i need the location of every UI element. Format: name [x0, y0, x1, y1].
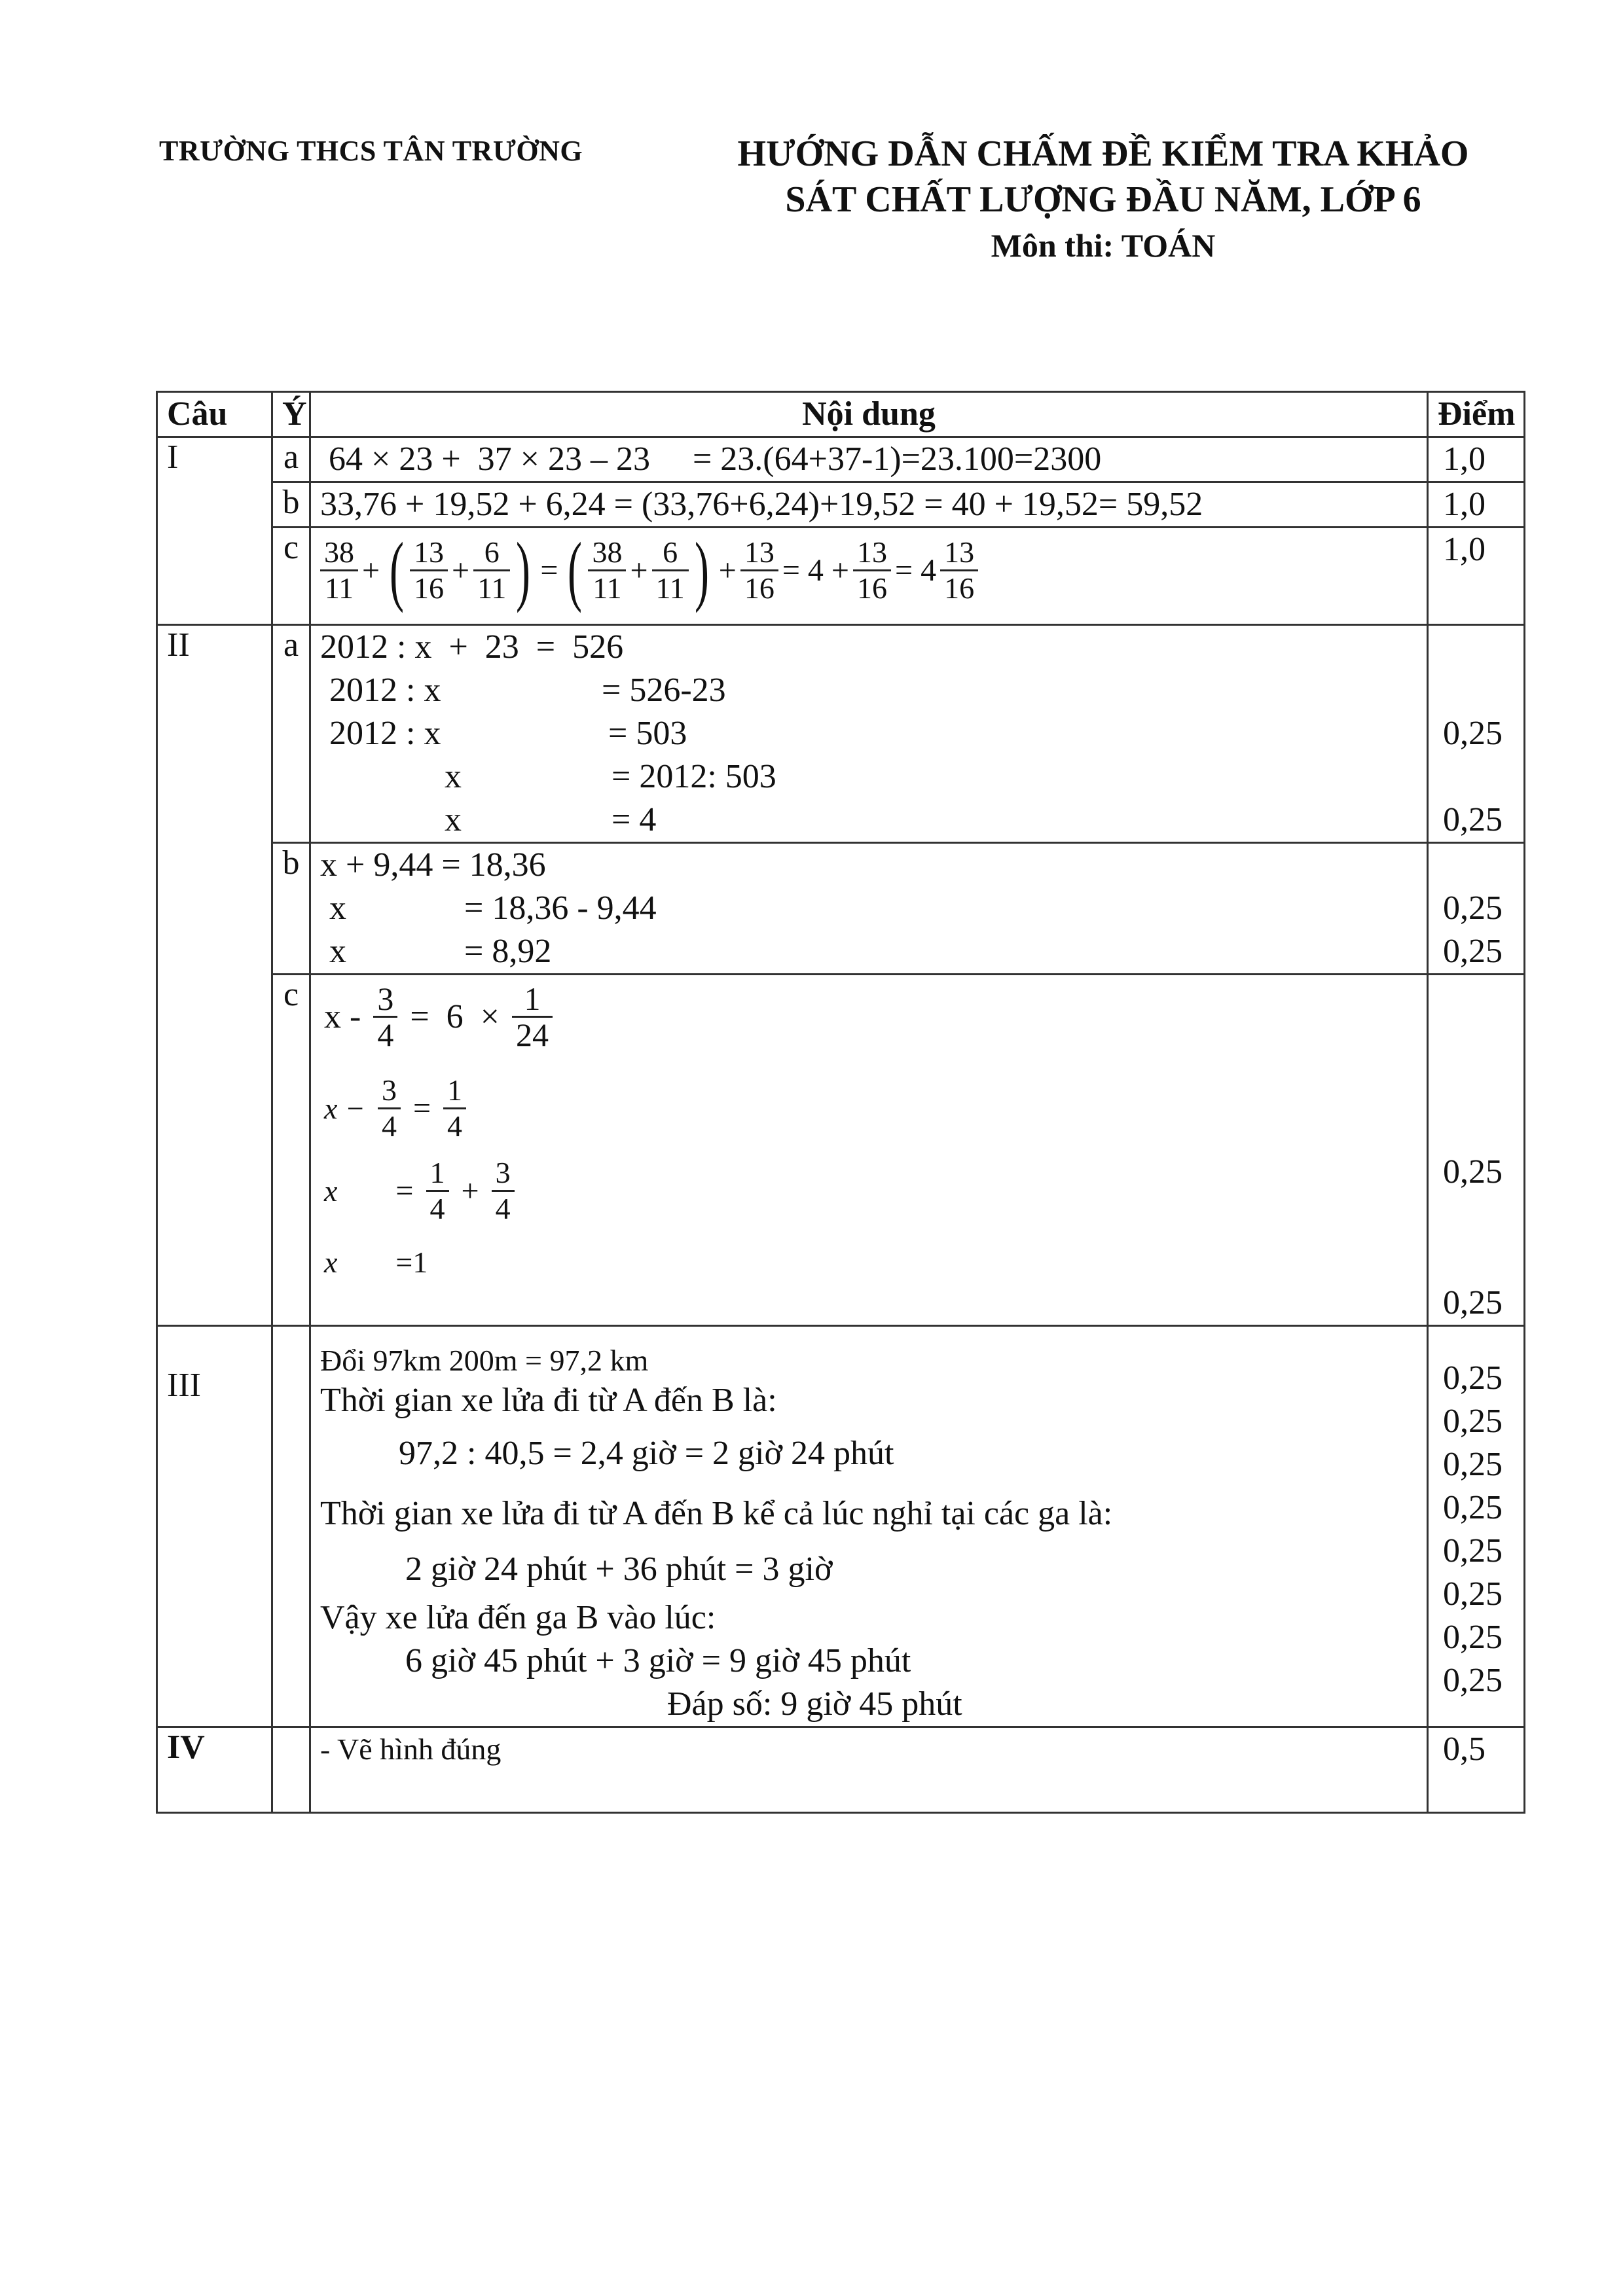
- fraction: $\frac{13}{16}$: [940, 535, 978, 605]
- y-label: b: [272, 843, 310, 975]
- point-value: 0,25: [1443, 1575, 1503, 1613]
- points-cell: [1428, 975, 1525, 1326]
- point-value: 0,25: [1443, 1403, 1503, 1440]
- point-value: 0,25: [1443, 1359, 1503, 1397]
- table-row: [157, 843, 1525, 975]
- document-title: [655, 131, 1552, 268]
- table-row: [157, 528, 1525, 625]
- content-line: 2 giờ 24 phút + 36 phút = 3 giờ: [405, 1551, 833, 1588]
- header-y: Ý: [272, 392, 310, 437]
- content-line: 64 × 23 + 37 × 23 – 23 = 23.(64+37-1)=23.100=2300: [320, 440, 1102, 478]
- content-line: Đổi 97km 200m = 97,2 km: [320, 1344, 649, 1377]
- content-cell: [310, 625, 1428, 843]
- fraction: $\frac{1}{4}$: [443, 1073, 466, 1143]
- point-value: 0,25: [1443, 1489, 1503, 1526]
- content-cell: [310, 528, 1428, 625]
- content-line: 2012 : x = 503: [329, 715, 687, 752]
- points-cell: [1428, 482, 1525, 528]
- y-label: a: [272, 437, 310, 482]
- table-row: [157, 625, 1525, 843]
- header-diem: Điểm: [1428, 392, 1525, 437]
- content-line: x - $\frac{3}{4}$ = 6 × $\frac{1}{24}$: [320, 975, 1417, 1073]
- point-value: 1,0: [1443, 531, 1486, 568]
- content-line: x = 18,36 - 9,44: [329, 889, 657, 927]
- content-line: 2012 : x = 526-23: [329, 672, 726, 709]
- school-name: TRƯỜNG THCS TÂN TRƯỜNG: [159, 135, 583, 167]
- point-value: 0,25: [1443, 1153, 1503, 1191]
- content-line: 2012 : x + 23 = 526: [320, 628, 624, 666]
- point-value: 0,25: [1443, 889, 1503, 927]
- content-line: 33,76 + 19,52 + 6,24 = (33,76+6,24)+19,52 = 40 + 19,52= 59,52: [320, 486, 1203, 523]
- y-label: b: [272, 482, 310, 528]
- grading-table: [156, 391, 1525, 1814]
- content-line: x =1: [324, 1246, 428, 1280]
- y-label: [272, 1727, 310, 1813]
- title-line-2: SÁT CHẤT LƯỢNG ĐẦU NĂM, LỚP 6: [785, 179, 1421, 220]
- table-row: [157, 1326, 1525, 1727]
- point-value: 0,25: [1443, 715, 1503, 752]
- header-cau: Câu: [157, 392, 272, 437]
- fraction: $\frac{38}{11}$: [320, 535, 358, 605]
- table-header-row: [157, 392, 1525, 437]
- fraction: $\frac{1}{24}$: [512, 982, 553, 1052]
- point-value: 0,25: [1443, 1446, 1503, 1483]
- cau-label-I: I: [157, 437, 272, 625]
- points-cell: [1428, 437, 1525, 482]
- table-row: [157, 975, 1525, 1326]
- points-cell: [1428, 528, 1525, 625]
- cau-label-III: III: [157, 1326, 272, 1727]
- points-cell: [1428, 843, 1525, 975]
- table-row: [157, 1727, 1525, 1813]
- content-cell: [310, 843, 1428, 975]
- fraction: $\frac{1}{4}$: [426, 1156, 449, 1226]
- point-value: 0,25: [1443, 1619, 1503, 1656]
- fraction: $\frac{38}{11}$: [588, 535, 626, 605]
- fraction: $\frac{3}{4}$: [373, 982, 397, 1052]
- title-line-1: HƯỚNG DẪN CHẤM ĐỀ KIỂM TRA KHẢO: [737, 134, 1469, 174]
- content-cell: [310, 437, 1428, 482]
- point-value: 0,25: [1443, 1532, 1503, 1570]
- point-value: 1,0: [1443, 486, 1486, 523]
- table-row: [157, 437, 1525, 482]
- content-cell: [310, 1727, 1428, 1813]
- point-value: 0,25: [1443, 1662, 1503, 1699]
- fraction: $\frac{3}{4}$: [492, 1156, 515, 1226]
- content-line: x = $\frac{1}{4}$ + $\frac{3}{4}$: [320, 1156, 1417, 1238]
- point-value: 0,5: [1443, 1731, 1486, 1768]
- content-line: x = 4: [445, 801, 657, 838]
- content-line: x = 8,92: [329, 933, 552, 970]
- content-line: x = 2012: 503: [445, 758, 776, 795]
- content-line: - Vẽ hình đúng: [320, 1732, 501, 1766]
- content-line: Vậy xe lửa đến ga B vào lúc:: [320, 1599, 716, 1636]
- fraction: $\frac{13}{16}$: [740, 535, 778, 605]
- points-cell: [1428, 625, 1525, 843]
- content-line: x + 9,44 = 18,36: [320, 846, 546, 884]
- content-line: x − $\frac{3}{4}$ = $\frac{1}{4}$: [320, 1073, 1417, 1156]
- point-value: 0,25: [1443, 933, 1503, 970]
- content-cell: [310, 1326, 1428, 1727]
- y-label: c: [272, 528, 310, 625]
- fraction-expression: $\frac{38}{11}$ + ( $\frac{13}{16}$ + $\frac{6}{11}$ ) = ( $\frac{38}{11}$ + $\frac{6}{11}$ ) + $\frac{13}{16}$ = 4 + $\frac{13}{16}$ = 4 $\frac{13}{16}$: [320, 528, 1417, 624]
- fraction: $\frac{6}{11}$: [473, 535, 510, 605]
- cau-label-IV: IV: [157, 1727, 272, 1813]
- content-cell: [310, 482, 1428, 528]
- point-value: 0,25: [1443, 1284, 1503, 1321]
- content-line: 97,2 : 40,5 = 2,4 giờ = 2 giờ 24 phút: [399, 1435, 894, 1472]
- fraction: $\frac{3}{4}$: [378, 1073, 401, 1143]
- table-row: [157, 482, 1525, 528]
- y-label: c: [272, 975, 310, 1326]
- point-value: 0,25: [1443, 801, 1503, 838]
- fraction: $\frac{6}{11}$: [652, 535, 689, 605]
- fraction: $\frac{13}{16}$: [853, 535, 891, 605]
- y-label: a: [272, 625, 310, 843]
- content-cell: [310, 975, 1428, 1326]
- point-value: 1,0: [1443, 440, 1486, 478]
- content-line: 6 giờ 45 phút + 3 giờ = 9 giờ 45 phút: [405, 1642, 911, 1679]
- content-line: Thời gian xe lửa đi từ A đến B là:: [320, 1382, 777, 1419]
- y-label: [272, 1326, 310, 1727]
- subject-line: Môn thi: TOÁN: [991, 227, 1216, 264]
- cau-label-II: II: [157, 625, 272, 1326]
- fraction: $\frac{13}{16}$: [410, 535, 448, 605]
- content-line: Thời gian xe lửa đi từ A đến B kể cả lúc nghỉ tại các ga là:: [320, 1495, 1113, 1532]
- points-cell: [1428, 1727, 1525, 1813]
- header-noidung: Nội dung: [310, 392, 1428, 437]
- content-line: Đáp số: 9 giờ 45 phút: [667, 1685, 962, 1723]
- points-cell: [1428, 1326, 1525, 1727]
